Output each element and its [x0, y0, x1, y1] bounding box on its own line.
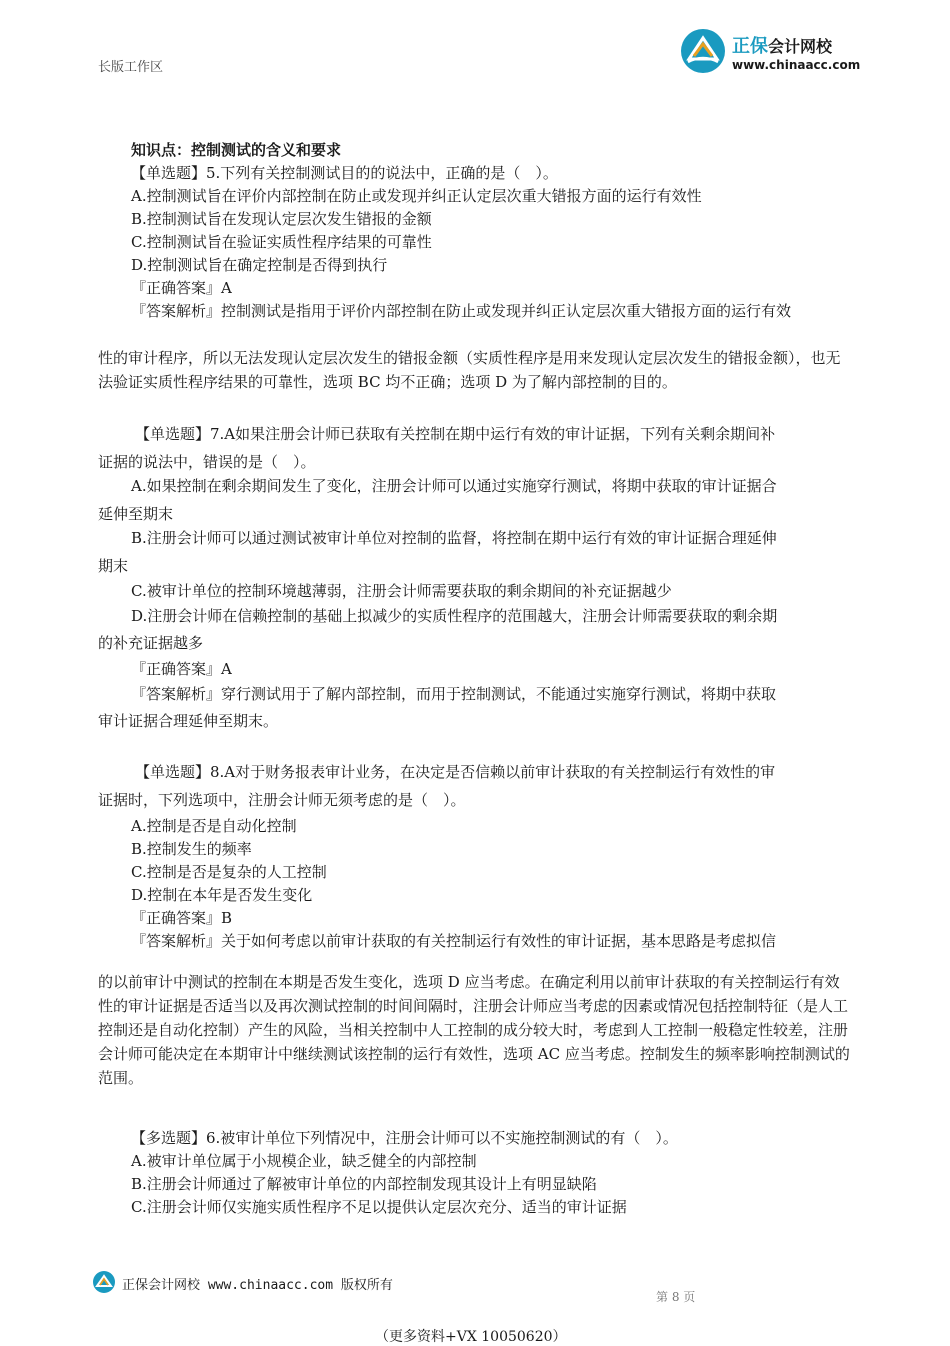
q8-option-a: A.控制是否是自动化控制 [131, 817, 297, 835]
q7-answer: 『正确答案』A [131, 660, 232, 678]
q6-option-c: C.注册会计师仅实施实质性程序不足以提供认定层次充分、适当的审计证据 [131, 1198, 627, 1216]
q5-answer: 『正确答案』A [131, 279, 232, 297]
q5-option-c: C.控制测试旨在验证实质性程序结果的可靠性 [131, 233, 432, 251]
bottom-note: （更多资料+VX 10050620） [375, 1329, 567, 1345]
q8-stem-b: 证据时，下列选项中，注册会计师无须考虑的是（ ）。 [98, 791, 466, 809]
q8-answer: 『正确答案』B [131, 909, 233, 927]
footer-logo-icon [92, 1270, 116, 1294]
q8-analysis-first: 『答案解析』关于如何考虑以前审计获取的有关控制运行有效性的审计证据，基本思路是考虑拟信 [131, 932, 777, 950]
page-number: 第 8 页 [656, 1290, 696, 1304]
q5-option-a: A.控制测试旨在评价内部控制在防止或发现并纠正认定层次重大错报方面的运行有效性 [131, 187, 702, 205]
q5-stem: 【单选题】5.下列有关控制测试目的的说法中，正确的是（ ）。 [131, 164, 558, 182]
top-left-text: 长版工作区 [98, 60, 164, 75]
q5-analysis-cont: 性的审计程序，所以无法发现认定层次发生的错报金额（实质性程序是用来发现认定层次发生的错报金额），也无法验证实质性程序结果的可靠性，选项 BC 均不正确；选项 D 为了解内部控制的目的。 [98, 349, 841, 391]
q7-option-d1: D.注册会计师在信赖控制的基础上拟减少的实质性程序的范围越大，注册会计师需要获取的剩余期 [131, 607, 778, 625]
topic-heading: 知识点：控制测试的含义和要求 [131, 141, 342, 159]
q5-analysis-first: 『答案解析』控制测试是指用于评价内部控制在防止或发现并纠正认定层次重大错报方面的运行有效 [131, 302, 792, 320]
q7-stem-a: 【单选题】7.A如果注册会计师已获取有关控制在期中运行有效的审计证据，下列有关剩余期间补 [135, 425, 776, 443]
q8-option-d: D.控制在本年是否发生变化 [131, 886, 313, 904]
q8-option-b: B.控制发生的频率 [131, 840, 252, 858]
logo-mark-icon [680, 28, 726, 74]
logo-url: www.chinaacc.com [732, 58, 861, 72]
q7-option-c: C.被审计单位的控制环境越薄弱，注册会计师需要获取的剩余期间的补充证据越少 [131, 582, 672, 600]
q6-stem: 【多选题】6.被审计单位下列情况中，注册会计师可以不实施控制测试的有（ ）。 [131, 1129, 678, 1147]
q7-analysis-2: 审计证据合理延伸至期末。 [98, 712, 279, 730]
q5-option-b: B.控制测试旨在发现认定层次发生错报的金额 [131, 210, 432, 228]
q7-stem-b: 证据的说法中，错误的是（ ）。 [98, 453, 316, 471]
footer-copyright: 正保会计网校 www.chinaacc.com 版权所有 [122, 1278, 393, 1293]
q7-option-a1: A.如果控制在剩余期间发生了变化，注册会计师可以通过实施穿行测试，将期中获取的审计证据合 [131, 477, 777, 495]
q6-option-b: B.注册会计师通过了解被审计单位的内部控制发现其设计上有明显缺陷 [131, 1175, 597, 1193]
site-logo[interactable] [680, 28, 880, 80]
q7-analysis-1: 『答案解析』穿行测试用于了解内部控制，而用于控制测试，不能通过实施穿行测试，将期中获取 [131, 685, 777, 703]
q8-stem-a: 【单选题】8.A对于财务报表审计业务，在决定是否信赖以前审计获取的有关控制运行有效性的审 [135, 763, 776, 781]
q8-option-c: C.控制是否是复杂的人工控制 [131, 863, 327, 881]
q7-option-d2: 的补充证据越多 [98, 634, 204, 652]
logo-name: 正保会计网校 [732, 36, 833, 57]
q7-option-b1: B.注册会计师可以通过测试被审计单位对控制的监督，将控制在期中运行有效的审计证据合理延伸 [131, 529, 777, 547]
q6-option-a: A.被审计单位属于小规模企业，缺乏健全的内部控制 [131, 1152, 477, 1170]
q5-option-d: D.控制测试旨在确定控制是否得到执行 [131, 256, 388, 274]
q8-analysis-cont: 的以前审计中测试的控制在本期是否发生变化，选项 D 应当考虑。在确定利用以前审计获取的有关控制运行有效性的审计证据是否适当以及再次测试控制的时间间隔时，注册会计师应当考虑的因素或情况包括控制特征（是人工控制还是自动化控制）产生的风险，当相关控制中人工控制的成分较大时，考虑到人工控制一般稳定性较差，注册会计师可能决定在本期审计中继续测试该控制的运行有效性，选项 AC 应当考虑。控制发生的频率影响控制测试的范围。 [98, 973, 850, 1087]
q7-option-a2: 延伸至期末 [98, 505, 174, 523]
q7-option-b2: 期末 [98, 557, 129, 575]
